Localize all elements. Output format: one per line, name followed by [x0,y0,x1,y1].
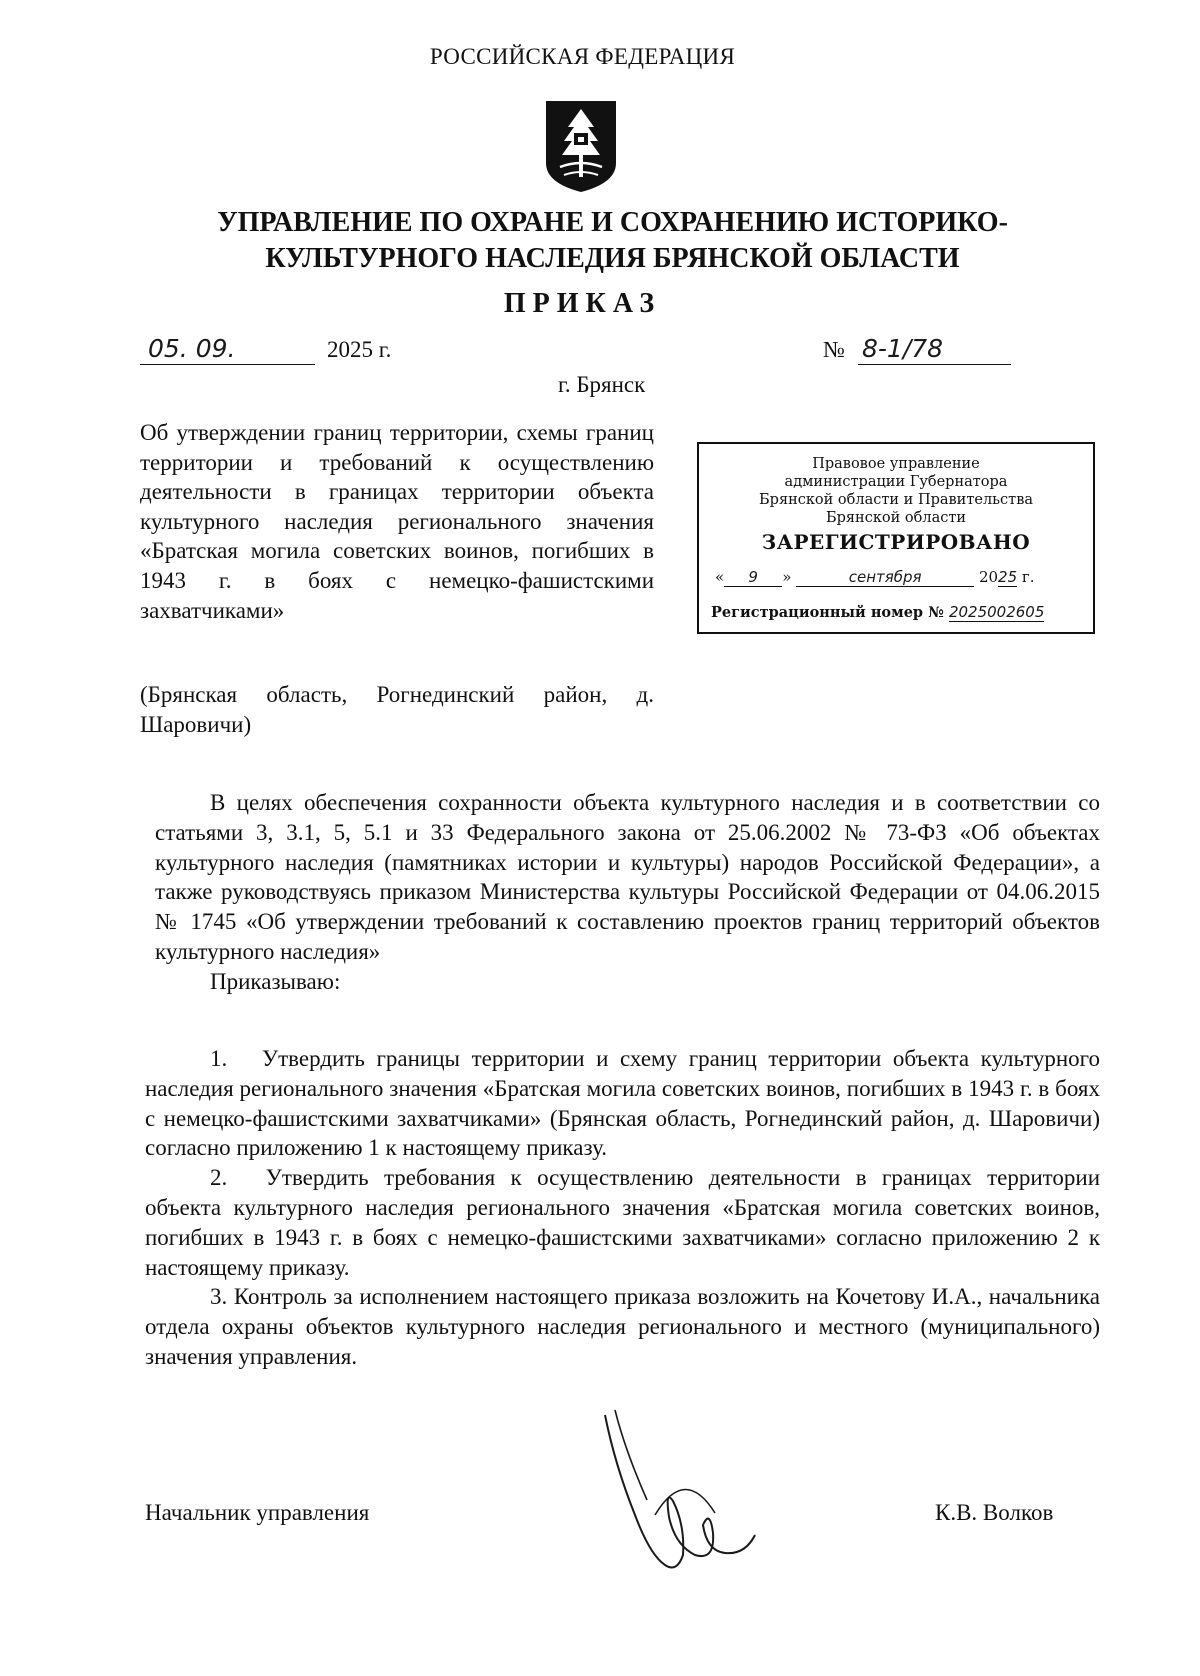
stamp-registered: ЗАРЕГИСТРИРОВАНО [761,530,1031,554]
signer-name: К.В. Волков [935,1500,1054,1525]
order-preamble [155,788,1100,997]
stamp-day: 9 [724,568,782,587]
stamp-regnum-label: Регистрационный номер № [711,604,944,621]
organization-title [60,205,1165,277]
stamp-month: сентября [796,568,974,587]
stamp-line1: Правовое управление [812,456,980,472]
organization-title-line1: УПРАВЛЕНИЕ ПО ОХРАНЕ И СОХРАНЕНИЮ ИСТОРИКО- [217,207,1008,238]
registration-stamp [697,442,1095,634]
order-subject: Об утверждении границ территории, схемы границ территории и требований к осуществлению деятельности в границах территории объекта культурного наследия регионального значения «Братская могила советских воинов, погибших в 1943 г. в боях с немецко-фашистскими захватчиками» [140,420,654,623]
stamp-line4: Брянской области [825,510,967,526]
stamp-line2: администрации Губернатора [784,474,1008,490]
order-subject-location: (Брянская область, Рогнединский район, д. Шаровичи) [140,682,654,737]
order-city: г. Брянск [558,372,646,397]
order-item-1: 1. Утвердить границы территории и схему границ территории объекта культурного наследия регионального значения «Братская могила советских воинов, погибших в 1943 г. в боях с немецко-фашистскими захватчиками» (Брянская область, Рогнединский район, д. Шаровичи) согласно приложению 1 к настоящему приказу. [145,1046,1100,1161]
stamp-regnum-value: 2025002605 [948,603,1045,621]
stamp-date: « 9 » сентября 2025 г. [715,568,1035,586]
preamble-paragraph: В целях обеспечения сохранности объекта культурного наследия и в соответствии со статьями 3, 3.1, 5, 5.1 и 33 Федерального закона от 25.06.2002 № 73-ФЗ «Об объектах культурного наследия (памятниках истории и культуры) народов Российской Федерации», а также руководствуясь приказом Министерства культуры Российской Федерации от 04.06.2015 № 1745 «Об утверждении требований к составлению проектов границ территорий объектов культурного наследия» [155,790,1100,964]
stamp-year-prefix: 20 [978,568,999,586]
coat-of-arms-icon [540,97,622,195]
stamp-year-unit: г. [1021,568,1035,586]
signer-position: Начальник управления [145,1500,370,1525]
country-heading: РОССИЙСКАЯ ФЕДЕРАЦИЯ [429,44,736,69]
stamp-registration-number [711,603,1044,621]
handwritten-signature [595,1405,765,1580]
organization-title-line2: КУЛЬТУРНОГО НАСЛЕДИЯ БРЯНСКОЙ ОБЛАСТИ [265,243,960,274]
document-type: ПРИКАЗ [503,288,662,319]
order-items [145,1044,1100,1372]
stamp-year-suffix: 25 [998,568,1018,586]
handwritten-date: 05. 09. [148,334,236,363]
order-year: 2025 г. [327,337,392,362]
handwritten-order-number: 8-1/78 [862,334,944,363]
order-item-2: 2. Утвердить требования к осуществлению деятельности в границах территории объекта культурного наследия регионального значения «Братская могила советских воинов, погибших в 1943 г. в боях с немецко-фашистскими захватчиками» согласно приложению 2 к настоящему приказу. [145,1165,1100,1280]
number-sign: № [823,337,845,362]
stamp-line3: Брянской области и Правительства [759,492,1033,508]
order-item-3: 3. Контроль за исполнением настоящего приказа возложить на Кочетову И.А., начальника отдела охраны объектов культурного наследия регионального и местного (муниципального) значения управления. [145,1284,1100,1369]
order-word: Приказываю: [210,968,341,994]
